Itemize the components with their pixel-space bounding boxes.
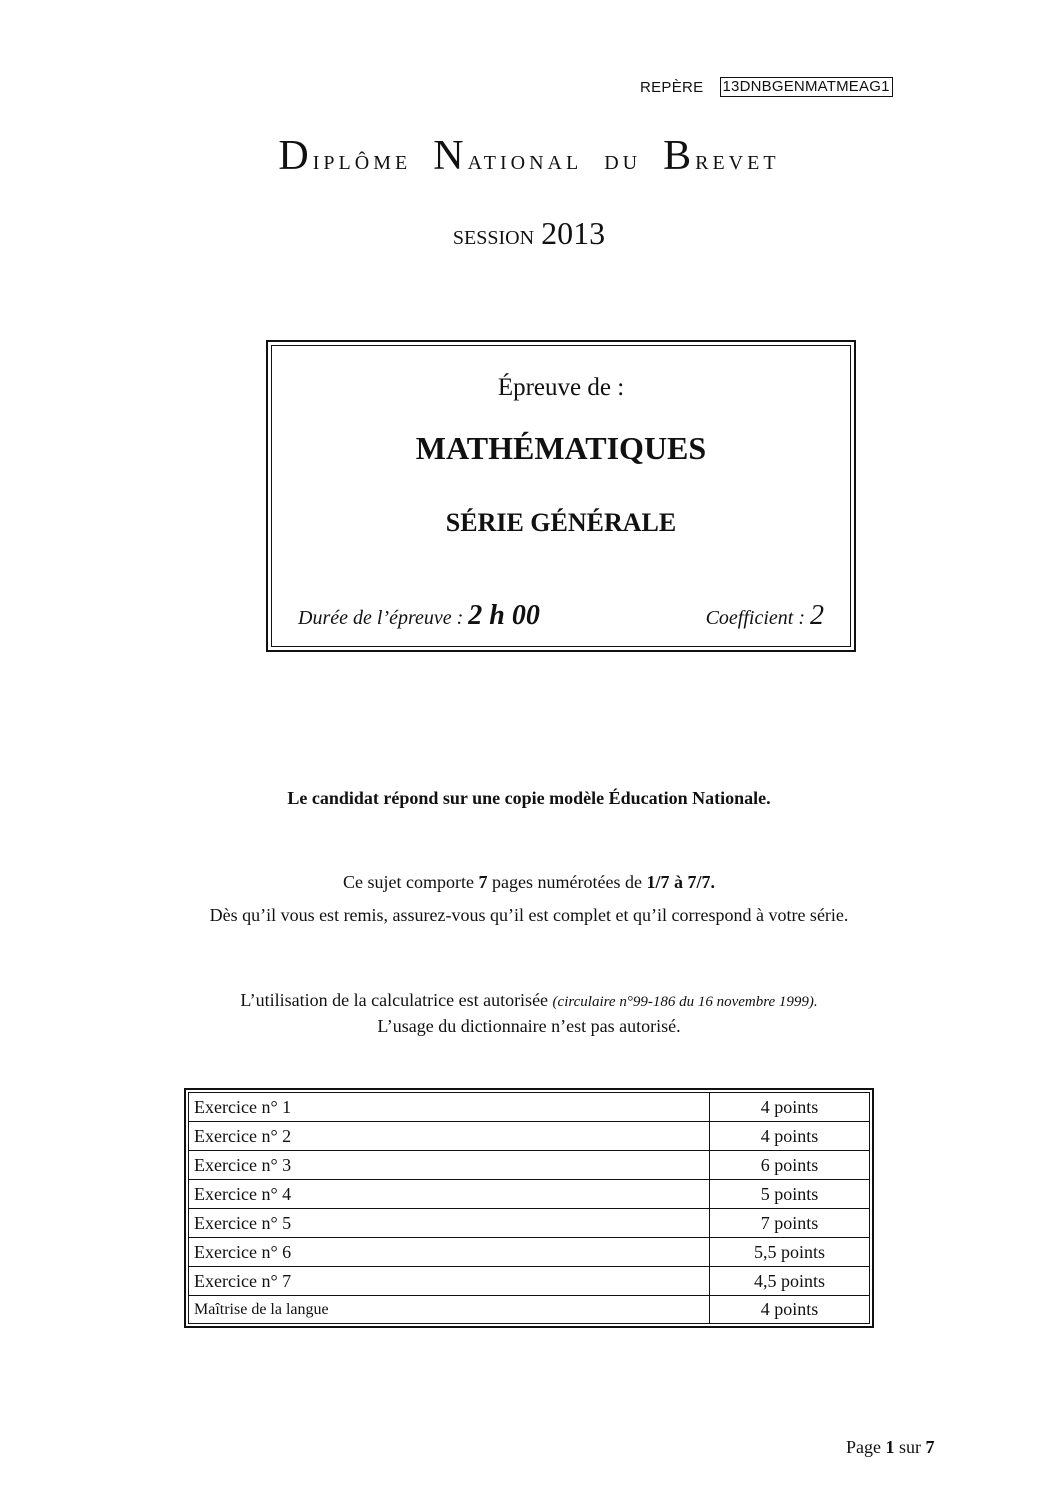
calculator-line — [0, 990, 1058, 1011]
exercise-label: Exercice n° 6 — [189, 1238, 710, 1267]
page-current: 1 — [885, 1437, 895, 1457]
reference-label: REPÈRE — [640, 78, 704, 96]
pages-count: 7 — [478, 872, 488, 892]
dictionary-line: L’usage du dictionnaire n’est pas autorisé. — [377, 1016, 681, 1036]
exercise-points: 4 points — [710, 1122, 870, 1151]
duration-label: Durée de l’épreuve : — [298, 607, 464, 629]
exam-info-box — [266, 340, 856, 652]
exercise-label: Exercice n° 5 — [189, 1209, 710, 1238]
exercise-label: Exercice n° 7 — [189, 1267, 710, 1296]
table-row — [189, 1180, 870, 1209]
complete-line: Dès qu’il vous est remis, assurez-vous qu’il est complet et qu’il correspond à votre série. — [209, 905, 849, 925]
reference-code: 13DNBGENMATMEAG1 — [720, 77, 893, 97]
exercise-points: 5 points — [710, 1180, 870, 1209]
pages-line — [0, 872, 1058, 893]
exercise-points: 5,5 points — [710, 1238, 870, 1267]
pages-range: 1/7 à 7/7. — [646, 872, 715, 892]
title-b-rest: revet — [695, 145, 780, 176]
coefficient — [706, 600, 824, 632]
exercise-label: Maîtrise de la langue — [189, 1296, 710, 1324]
calculator-reference: (circulaire n°99-186 du 16 novembre 1999). — [552, 994, 818, 1010]
table-row — [189, 1209, 870, 1238]
points-table — [184, 1088, 874, 1328]
title-d-rest: iplôme — [312, 145, 412, 176]
document-title — [0, 132, 1058, 180]
exercise-label: Exercice n° 1 — [189, 1093, 710, 1122]
calculator-text: L’utilisation de la calculatrice est autorisée — [240, 990, 549, 1010]
page-total: 7 — [925, 1437, 935, 1457]
table-row — [189, 1296, 870, 1324]
serie-title: SÉRIE GÉNÉRALE — [445, 508, 677, 537]
table-row — [189, 1267, 870, 1296]
title-n-rest: ational — [467, 145, 583, 176]
table-row — [189, 1122, 870, 1151]
table-row — [189, 1238, 870, 1267]
exercise-points: 4 points — [710, 1093, 870, 1122]
table-row — [189, 1093, 870, 1122]
points-grid — [188, 1092, 870, 1324]
duration-value: 2 h 00 — [468, 600, 540, 631]
epreuve-label: Épreuve de : — [497, 374, 625, 401]
exercise-label: Exercice n° 2 — [189, 1122, 710, 1151]
title-d-initial: D — [278, 133, 313, 179]
subject-title: MATHÉMATIQUES — [415, 430, 707, 466]
reference-header — [640, 77, 893, 97]
session-year: 2013 — [541, 215, 606, 251]
exercise-points: 6 points — [710, 1151, 870, 1180]
coefficient-label: Coefficient : — [705, 607, 805, 629]
duration — [298, 600, 540, 632]
title-du: du — [604, 145, 642, 176]
exercise-label: Exercice n° 4 — [189, 1180, 710, 1209]
exercise-points: 4 points — [710, 1296, 870, 1324]
session-label: session — [452, 220, 535, 251]
exercise-label: Exercice n° 3 — [189, 1151, 710, 1180]
session-line — [0, 215, 1058, 252]
page-label: Page — [846, 1437, 881, 1457]
table-row — [189, 1151, 870, 1180]
title-n-initial: N — [433, 133, 468, 179]
coefficient-value: 2 — [810, 600, 824, 631]
page-number — [846, 1437, 935, 1458]
pages-prefix: Ce sujet comporte — [343, 872, 474, 892]
title-b-initial: B — [663, 133, 696, 179]
exercise-points: 7 points — [710, 1209, 870, 1238]
pages-mid: pages numérotées de — [492, 872, 642, 892]
page-sur: sur — [899, 1437, 921, 1457]
copy-note: Le candidat répond sur une copie modèle Éducation Nationale. — [287, 788, 771, 808]
exercise-points: 4,5 points — [710, 1267, 870, 1296]
